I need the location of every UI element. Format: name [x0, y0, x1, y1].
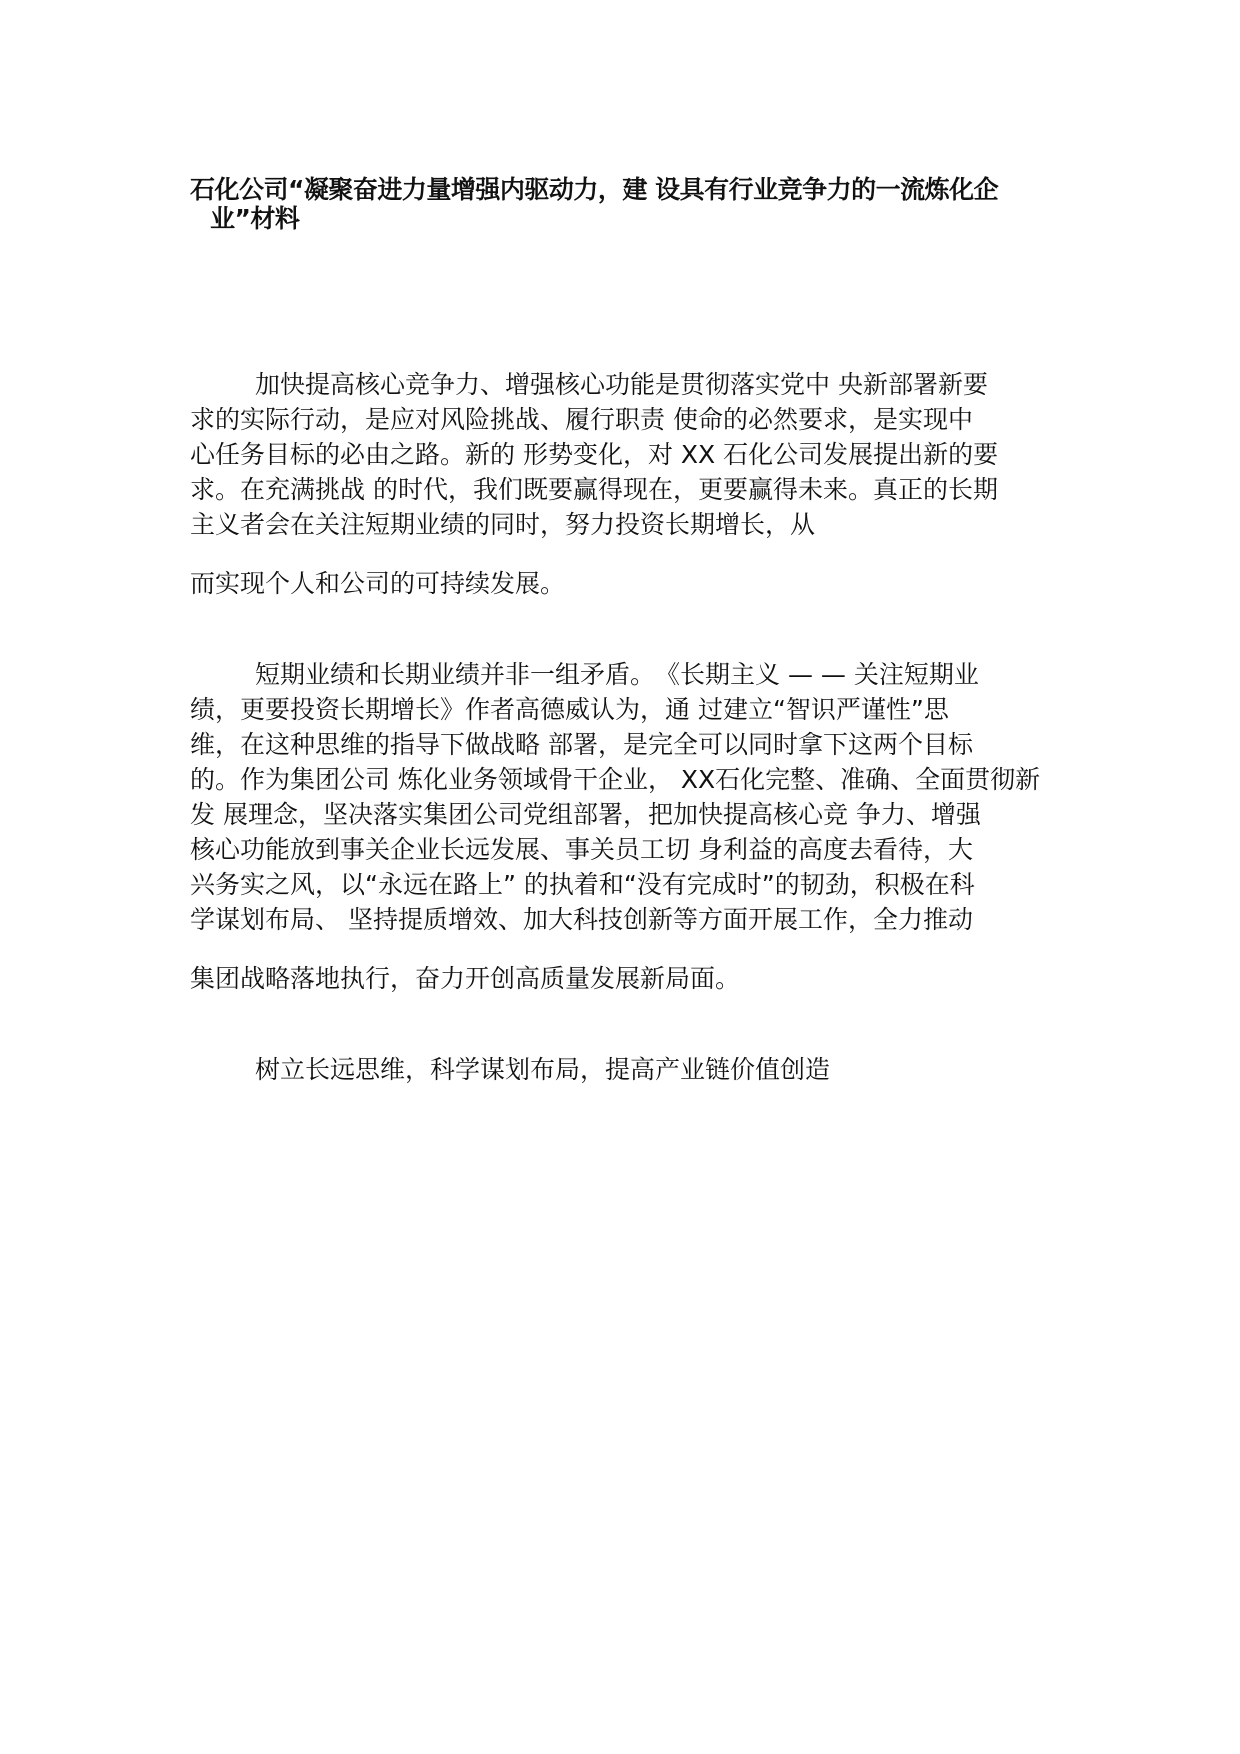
title-line-1: 石化公司“凝聚奋进力量增强内驱动力，建 设具有行业竞争力的一流炼化企 — [190, 175, 999, 204]
paragraph-2-line-2: 绩，更要投资长期增长》作者高德威认为，通 过建立“智识严谨性”思 — [190, 695, 949, 724]
paragraph-1-line-5: 主义者会在关注短期业绩的同时，努力投资长期增长，从 — [190, 510, 816, 539]
paragraph-2-line-7: 兴务实之风，以“永远在路上” 的执着和“没有完成时”的韧劲，积极在科 — [190, 870, 975, 899]
paragraph-1-line-1: 加快提高核心竞争力、增强核心功能是贯彻落实党中 央新部署新要 — [255, 370, 988, 399]
paragraph-1-line-2: 求的实际行动，是应对风险挑战、履行职责 使命的必然要求，是实现中 — [190, 405, 973, 434]
section-heading-1: 树立长远思维，科学谋划布局，提高产业链价值创造 — [255, 1055, 831, 1084]
paragraph-1-line-4: 求。在充满挑战 的时代，我们既要赢得现在，更要赢得未来。真正的长期 — [190, 475, 998, 504]
title-line-2: 业”材料 — [210, 204, 300, 233]
paragraph-2-line-3: 维，在这种思维的指导下做战略 部署，是完全可以同时拿下这两个目标 — [190, 730, 973, 759]
paragraph-1-line-6: 而实现个人和公司的可持续发展。 — [190, 569, 566, 598]
paragraph-2-line-6: 核心功能放到事关企业长远发展、事关员工切 身利益的高度去看待，大 — [190, 835, 973, 864]
paragraph-2-line-4: 的。作为集团公司 炼化业务领域骨干企业， XX石化完整、准确、全面贯彻新 — [190, 765, 1041, 794]
paragraph-2-line-1: 短期业绩和长期业绩并非一组矛盾。 《长期主义 — — 关注短期业 — [255, 660, 979, 689]
paragraph-2-line-8: 学谋划布局、 坚持提质增效、加大科技创新等方面开展工作，全力推动 — [190, 905, 973, 934]
paragraph-2-line-9: 集团战略落地执行，奋力开创高质量发展新局面。 — [190, 964, 741, 993]
document-title — [190, 175, 1020, 233]
paragraph-2-line-5: 发 展理念，坚决落实集团公司党组部署，把加快提高核心竞 争力、增强 — [190, 800, 981, 829]
paragraph-1-line-3: 心任务目标的必由之路。新的 形势变化，对 XX 石化公司发展提出新的要 — [190, 440, 999, 469]
